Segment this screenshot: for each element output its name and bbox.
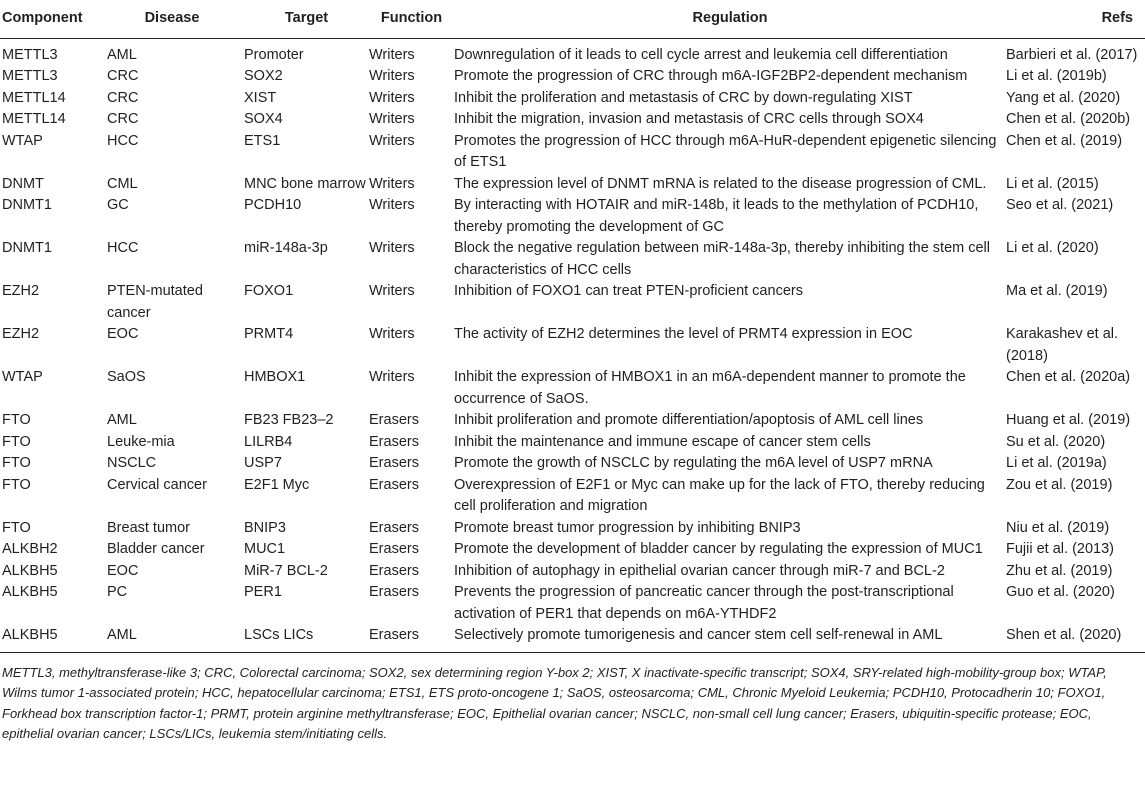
cell-function: Erasers [369,541,419,557]
cell-function: Erasers [369,476,419,493]
cell-target: PRMT4 [244,326,294,342]
table-row [0,453,1145,475]
table-row [0,410,1145,432]
cell-disease: CML [107,175,138,192]
cell-regulation: Inhibition of FOXO1 can treat PTEN-proficient cancers [454,283,803,299]
table-body [0,38,1145,652]
cell-target: Promoter [244,46,304,63]
cell-refs: Zou et al. (2019) [1006,476,1113,493]
cell-disease: PTEN-mutated cancer [107,283,203,321]
cell-target: ETS1 [244,132,281,149]
cell-refs: Chen et al. (2019) [1006,132,1123,149]
cell-regulation: Promotes the progression of HCC through m6A-HuR-dependent epigenetic silencing of ETS1 [454,132,997,170]
cell-regulation: Selectively promote tumorigenesis and cancer stem cell self-renewal in AML [454,625,1006,652]
cell-function: Erasers [369,412,419,428]
cell-disease: EOC [107,326,139,342]
header-disease: Disease [100,0,244,38]
cell-target: E2F1 Myc [244,476,310,493]
table-row [0,109,1145,131]
cell-disease: EOC [107,562,139,579]
cell-target: PCDH10 [244,197,302,213]
cell-function: Writers [369,111,415,127]
table-row [0,518,1145,540]
cell-target: HMBOX1 [244,369,306,385]
cell-disease: HCC [107,240,139,256]
cell-component: EZH2 [2,326,40,342]
cell-component: DNMT1 [2,240,52,256]
cell-regulation: Inhibit the expression of HMBOX1 in an m6A-dependent manner to promote the occurrence of SaOS. [454,369,966,407]
cell-function: Writers [369,197,415,213]
cell-regulation: The activity of EZH2 determines the level of PRMT4 expression in EOC [454,326,913,342]
cell-regulation: Block the negative regulation between miR-148a-3p, thereby inhibiting the stem cell characteristics of HCC cells [454,240,991,278]
cell-regulation: Promote the development of bladder cancer by regulating the expression of MUC1 [454,541,983,557]
cell-refs: Li et al. (2015) [1006,175,1099,192]
cell-target: MUC1 [244,541,286,557]
table-row [0,625,1145,652]
cell-component: ALKBH5 [0,625,100,652]
cell-refs: Li et al. (2019a) [1006,455,1107,471]
cell-refs: Li et al. (2020) [1006,240,1099,256]
cell-refs: Niu et al. (2019) [1006,519,1110,536]
cell-function: Writers [369,68,415,84]
cell-disease: GC [107,197,129,213]
table-row [0,195,1145,238]
cell-disease: CRC [107,111,139,127]
cell-component: METTL14 [2,89,66,106]
cell-disease: Breast tumor [107,519,190,536]
table-row [0,324,1145,367]
cell-refs: Yang et al. (2020) [1006,89,1121,106]
cell-refs: Chen et al. (2020b) [1006,111,1131,127]
cell-function: Writers [369,89,415,106]
cell-target: BNIP3 [244,519,286,536]
cell-refs: Ma et al. (2019) [1006,283,1108,299]
cell-component: ALKBH5 [2,562,58,579]
cell-component: FTO [2,412,31,428]
cell-disease: Bladder cancer [107,541,205,557]
cell-function: Writers [369,46,415,63]
header-refs: Refs [1006,0,1145,38]
cell-function: Erasers [369,433,419,450]
cell-refs: Seo et al. (2021) [1006,197,1114,213]
cell-component: FTO [2,519,31,536]
cell-refs: Karakashev et al. (2018) [1006,326,1119,364]
cell-target: MiR-7 BCL-2 [244,562,328,579]
cell-refs: Shen et al. (2020) [1006,625,1145,652]
cell-regulation: Prevents the progression of pancreatic cancer through the post-transcriptional activation of PER1 that depends on m6A-YTHDF2 [454,584,954,622]
cell-regulation: Promote the progression of CRC through m6A-IGF2BP2-dependent mechanism [454,68,968,84]
cell-target: MNC bone marrow [244,175,366,192]
cell-disease: Cervical cancer [107,476,207,493]
cell-component: WTAP [2,132,43,149]
cell-component: DNMT1 [2,197,52,213]
table-row [0,432,1145,454]
cell-component: WTAP [2,369,43,385]
table-row [0,561,1145,583]
cell-regulation: Downregulation of it leads to cell cycle arrest and leukemia cell differentiation [454,46,948,63]
cell-disease: AML [107,46,137,63]
table-row [0,88,1145,110]
cell-function: Writers [369,369,415,385]
cell-component: ALKBH2 [2,541,58,557]
cell-function: Writers [369,175,415,192]
cell-component: FTO [2,433,31,450]
cell-function: Erasers [369,455,419,471]
cell-component: DNMT [2,175,44,192]
cell-component: EZH2 [2,283,40,299]
cell-regulation: Overexpression of E2F1 or Myc can make up for the lack of FTO, thereby reducing cell proliferation and migration [454,476,985,514]
cell-refs: Chen et al. (2020a) [1006,369,1131,385]
cell-refs: Li et al. (2019b) [1006,68,1107,84]
table-row [0,66,1145,88]
cell-target: PER1 [244,584,282,600]
cell-regulation: Inhibit the migration, invasion and metastasis of CRC cells through SOX4 [454,111,924,127]
cell-function: Writers [369,240,415,256]
header-function: Function [369,0,454,38]
cell-target: LILRB4 [244,433,293,450]
table-row [0,582,1145,625]
cell-refs: Guo et al. (2020) [1006,584,1115,600]
cell-disease: PC [107,584,128,600]
cell-regulation: Inhibit proliferation and promote differentiation/apoptosis of AML cell lines [454,412,924,428]
cell-regulation: Inhibition of autophagy in epithelial ovarian cancer through miR-7 and BCL-2 [454,562,945,579]
cell-refs: Fujii et al. (2013) [1006,541,1114,557]
cell-regulation: Inhibit the maintenance and immune escape of cancer stem cells [454,433,871,450]
cell-target: FOXO1 [244,283,294,299]
cell-regulation: Promote breast tumor progression by inhibiting BNIP3 [454,519,801,536]
cell-disease: Leuke-mia [107,433,175,450]
cell-regulation: Inhibit the proliferation and metastasis of CRC by down-regulating XIST [454,89,913,106]
cell-target: SOX2 [244,68,283,84]
cell-refs: Zhu et al. (2019) [1006,562,1113,579]
table-row [0,38,1145,66]
cell-refs: Barbieri et al. (2017) [1006,46,1138,63]
cell-function: Erasers [369,562,419,579]
cell-function: Erasers [369,584,419,600]
cell-target: USP7 [244,455,282,471]
cell-regulation: The expression level of DNMT mRNA is related to the disease progression of CML. [454,175,987,192]
cell-disease: SaOS [107,369,146,385]
cell-component: ALKBH5 [2,584,58,600]
cell-target: LSCs LICs [244,625,369,652]
cell-disease: CRC [107,89,139,106]
cell-disease: AML [107,412,137,428]
table-row [0,475,1145,518]
cell-disease: NSCLC [107,455,157,471]
table-row [0,238,1145,281]
cell-function: Erasers [369,519,419,536]
table-footnote: METTL3, methyltransferase-like 3; CRC, Colorectal carcinoma; SOX2, sex determining region Y-box 2; XIST, X inactivate-specific transcript; SOX4, SRY-related high-mobility-group box; WTAP, Wilms tumor 1-associated protein; HCC, hepatocellular carcinoma; ETS1, ETS proto-oncogene 1; SaOS, osteosarcoma; CML, Chronic Myeloid Leukemia; PCDH10, Protocadherin 10; FOXO1, Forkhead box transcription factor-1; PRMT, protein arginine methyltransferase; EOC, Epithelial ovarian cancer; NSCLC, non-small cell lung cancer; Erasers, ubiquitin-specific protease; EOC, epithelial ovarian cancer; LSCs/LICs, leukemia stem/initiating cells. [2,664,1107,741]
cell-component: FTO [2,476,31,493]
table-header-row [0,0,1145,38]
cell-disease: HCC [107,132,139,149]
cell-refs: Huang et al. (2019) [1006,412,1131,428]
cell-target: XIST [244,89,277,106]
table-row [0,131,1145,174]
table-row [0,281,1145,324]
header-target: Target [244,0,369,38]
cell-target: FB23 FB23–2 [244,412,334,428]
cell-regulation: Promote the growth of NSCLC by regulating the m6A level of USP7 mRNA [454,455,933,471]
table-row [0,367,1145,410]
header-regulation: Regulation [454,0,1006,38]
cell-component: METTL3 [2,46,58,63]
cell-component: METTL14 [2,111,66,127]
cell-refs: Su et al. (2020) [1006,433,1106,450]
cell-function: Writers [369,132,415,149]
cell-function: Writers [369,283,415,299]
cell-component: FTO [2,455,31,471]
table-row [0,539,1145,561]
cell-regulation: By interacting with HOTAIR and miR-148b, it leads to the methylation of PCDH10, thereby promoting the development of GC [454,197,979,235]
cell-function: Erasers [369,625,454,652]
cell-disease: AML [100,625,244,652]
cell-target: SOX4 [244,111,283,127]
table-row [0,174,1145,196]
cell-function: Writers [369,326,415,342]
cell-disease: CRC [107,68,139,84]
cell-target: miR-148a-3p [244,240,328,256]
cell-component: METTL3 [2,68,58,84]
header-component: Component [0,0,100,38]
